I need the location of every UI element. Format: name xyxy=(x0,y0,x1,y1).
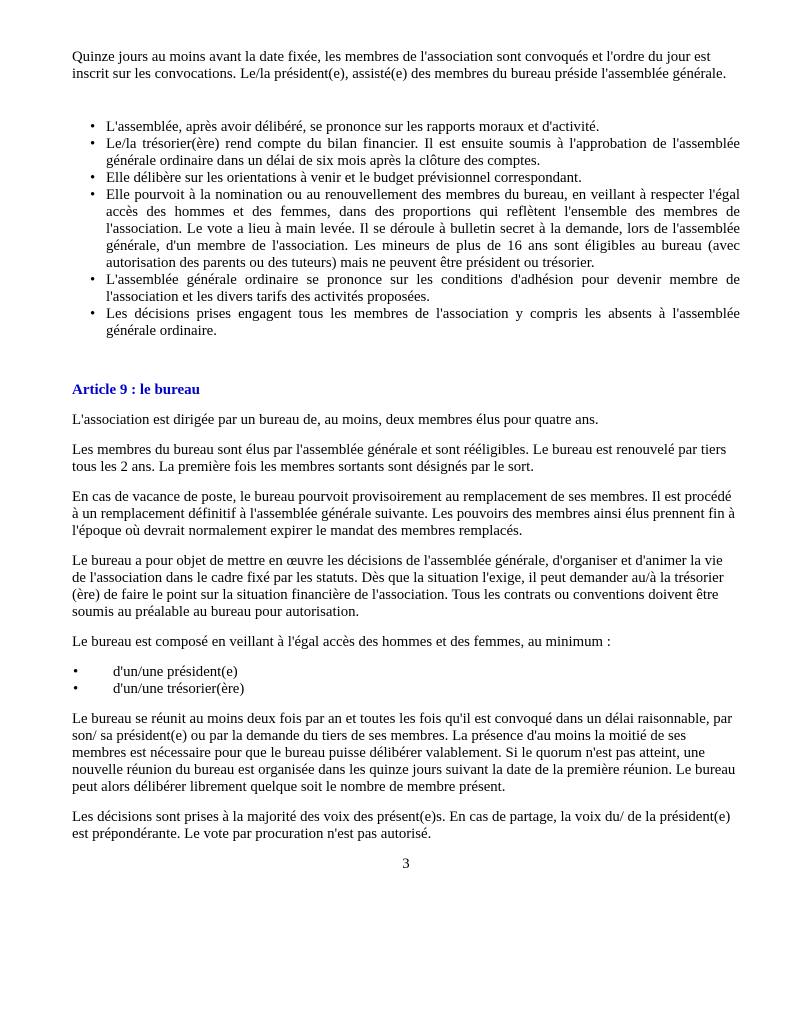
article-9-heading: Article 9 : le bureau xyxy=(72,382,201,398)
page-number: 3 xyxy=(402,856,410,872)
paragraph-decisions: Les décisions sont prises à la majorité des voix des présent(e)s. En cas de partage, la voix du/ de la président(e) est prépondérante. Le vote par procuration n'est pas autorisé. xyxy=(72,809,731,842)
paragraph-reunion: Le bureau se réunit au moins deux fois par an et toutes les fois qu'il est convoqué dans un délai raisonnable, par son/ sa président(e) ou par la demande du tiers de ses membres. La présence d'au moins la moitié de ses membres est nécessaire pour que le bureau puisse délibérer valablement. Si le quorum n'est pas atteint, une nouvelle réunion du bureau est organisée dans les quinze jours suivant la date de la première réunion. Le bureau peut alors délibérer librement quelque soit le nombre de membre présent. xyxy=(72,711,736,795)
list-item: • L'assemblée générale ordinaire se prononce sur les conditions d'adhésion pour devenir membre de l'association et les divers tarifs des activités proposées. xyxy=(72,272,740,306)
bureau-composition-list xyxy=(72,664,740,698)
intro-paragraph: Quinze jours au moins avant la date fixée, les membres de l'association sont convoqués et l'ordre du jour est inscrit sur les convocations. Le/la président(e), assisté(e) des membres du bureau préside l'assemblée générale. xyxy=(72,49,727,82)
list-item: • Les décisions prises engagent tous les membres de l'association y compris les absents à l'assemblée générale ordinaire. xyxy=(72,306,740,340)
assembly-decisions-list xyxy=(72,119,740,340)
paragraph-composition: Le bureau est composé en veillant à l'égal accès des hommes et des femmes, au minimum : xyxy=(72,634,611,650)
paragraph-association: L'association est dirigée par un bureau de, au moins, deux membres élus pour quatre ans. xyxy=(72,412,599,428)
list-item: • L'assemblée, après avoir délibéré, se prononce sur les rapports moraux et d'activité. xyxy=(72,119,740,136)
paragraph-membres: Les membres du bureau sont élus par l'assemblée générale et sont rééligibles. Le bureau est renouvelé par tiers tous les 2 ans. La première fois les membres sortants sont désignés par le sort. xyxy=(72,442,727,475)
paragraph-vacance: En cas de vacance de poste, le bureau pourvoit provisoirement au remplacement de ses membres. Il est procédé à un remplacement définitif à l'assemblée générale suivante. Les pouvoirs des membres ainsi élus prennent fin à l'époque où devrait normalement expirer le mandat des membres remplacés. xyxy=(72,489,735,539)
paragraph-objet: Le bureau a pour objet de mettre en œuvre les décisions de l'assemblée générale, d'organiser et d'animer la vie de l'association dans le cadre fixé par les statuts. Dès que la situation l'exige, il peut demander au/à la trésorier (ère) de faire le point sur la situation financière de l'association. Tous les contrats ou conventions doivent être soumis au préalable au bureau pour autorisation. xyxy=(72,553,724,620)
list-item: • Elle délibère sur les orientations à venir et le budget prévisionnel correspondant. xyxy=(72,170,740,187)
list-item: • d'un/une trésorier(ère) xyxy=(72,681,740,698)
list-item: • Le/la trésorier(ère) rend compte du bilan financier. Il est ensuite soumis à l'approbation de l'assemblée générale ordinaire dans un délai de six mois après la clôture des comptes. xyxy=(72,136,740,170)
list-item: • Elle pourvoit à la nomination ou au renouvellement des membres du bureau, en veillant à respecter l'égal accès des hommes et des femmes, dans des proportions qui reflètent l'ensemble des membres de l'association. Le vote a lieu à main levée. Il se déroule à bulletin secret à la demande, lors de l'assemblée générale, d'un membre de l'association. Les mineurs de plus de 16 ans sont éligibles au bureau (avec autorisation des parents ou des tuteurs) mais ne peuvent être président ou trésorier. xyxy=(72,187,740,272)
list-item: • d'un/une président(e) xyxy=(72,664,740,681)
